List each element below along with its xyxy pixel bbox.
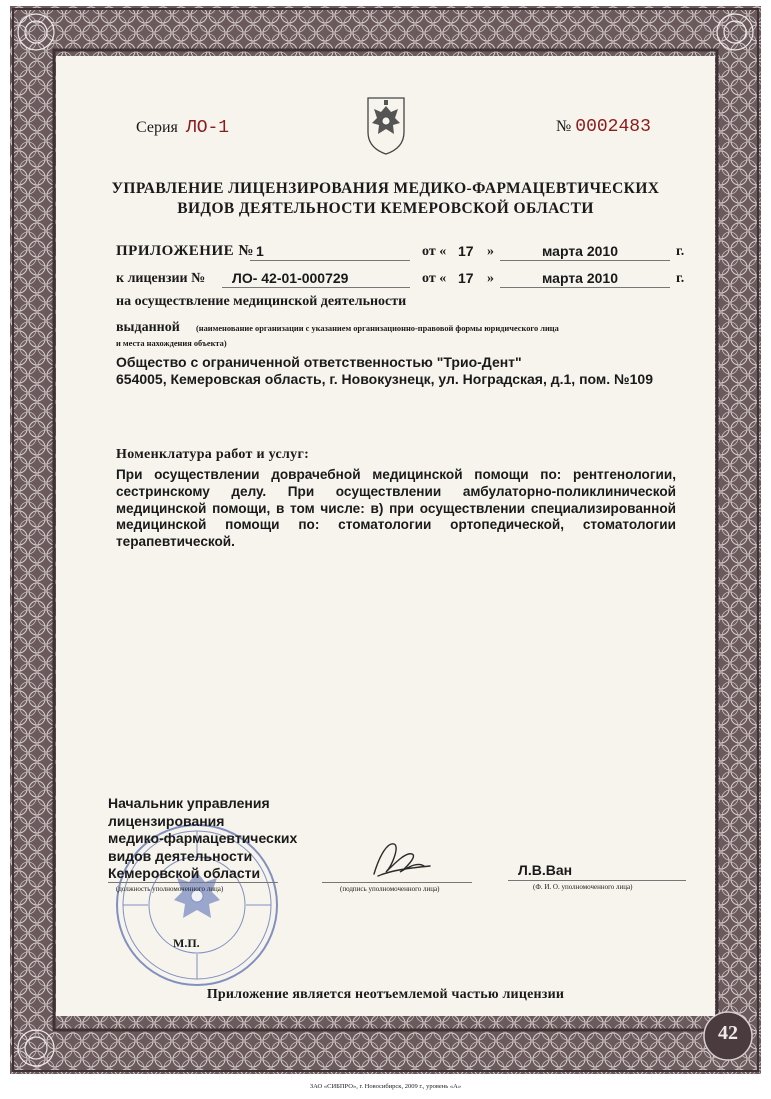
number-field bbox=[556, 117, 651, 137]
number-label: № bbox=[556, 118, 572, 135]
signatory-title-line-1: Начальник управления bbox=[108, 795, 270, 811]
appendix-day: 17 bbox=[458, 243, 474, 259]
appendix-quote-close: » bbox=[487, 244, 494, 259]
footer-note: Приложение является неотъемлемой частью лицензии bbox=[206, 987, 565, 1002]
appendix-month-year: марта 2010 bbox=[542, 243, 619, 259]
signatory-title-line-2: лицензирования bbox=[108, 812, 225, 829]
license-day: 17 bbox=[458, 270, 474, 286]
name-underline bbox=[508, 880, 686, 881]
license-number-underline bbox=[222, 287, 410, 288]
appendix-year-suffix: г. bbox=[676, 244, 685, 259]
signatory-title-line-5: Кемеровской области bbox=[108, 865, 261, 882]
seal-label: М.П. bbox=[173, 936, 200, 950]
position-underline bbox=[108, 882, 278, 883]
organization-name: Общество с ограниченной ответственностью "Трио-Дент" bbox=[116, 354, 522, 370]
signature-underline bbox=[322, 882, 472, 883]
signatory-title-line-4: видов деятельности bbox=[108, 847, 253, 864]
page-number: 42 bbox=[718, 1022, 738, 1044]
license-number: ЛО- 42-01-000729 bbox=[232, 270, 349, 286]
series-label: Серия bbox=[136, 119, 178, 136]
series-field bbox=[136, 118, 229, 138]
authority-line-1: УПРАВЛЕНИЕ ЛИЦЕНЗИРОВАНИЯ МЕДИКО-ФАРМАЦЕВТИЧЕСКИХ bbox=[111, 180, 660, 197]
license-purpose: на осуществление медицинской деятельности bbox=[116, 294, 407, 309]
license-date-underline bbox=[500, 287, 670, 288]
position-caption: (должность уполномоченного лица) bbox=[116, 885, 224, 893]
appendix-date-prefix: от « bbox=[422, 244, 447, 259]
issued-note-line-1: (наименование организации с указанием организационно-правовой формы юридического лица bbox=[196, 324, 559, 333]
issued-label: выданной bbox=[116, 320, 180, 335]
services-heading: Номенклатура работ и услуг: bbox=[116, 447, 310, 462]
license-date-prefix: от « bbox=[422, 271, 447, 286]
organization-address: 654005, Кемеровская область, г. Новокузнецк, ул. Ноградская, д.1, пом. №109 bbox=[116, 371, 653, 387]
appendix-number: 1 bbox=[256, 243, 264, 259]
signatory-title bbox=[108, 795, 297, 883]
number-value: 0002483 bbox=[575, 117, 651, 137]
issued-note-line-2: и места нахождения объекта) bbox=[116, 339, 227, 348]
license-month-year: марта 2010 bbox=[542, 270, 619, 286]
license-label: к лицензии № bbox=[116, 271, 206, 286]
appendix-label: ПРИЛОЖЕНИЕ № bbox=[116, 243, 254, 259]
license-quote-close: » bbox=[487, 271, 494, 286]
appendix-number-underline bbox=[250, 260, 410, 261]
handwritten-signature bbox=[366, 836, 436, 882]
signatory-name: Л.В.Ван bbox=[518, 862, 573, 878]
appendix-date-underline bbox=[500, 260, 670, 261]
name-caption: (Ф. И. О. уполномоченного лица) bbox=[533, 883, 633, 891]
signatory-title-line-3: медико-фармацевтических bbox=[108, 830, 298, 847]
license-year-suffix: г. bbox=[676, 271, 685, 286]
printer-line: ЗАО «СИБПРО», г. Новосибирск, 2009 г., уровень «А» bbox=[309, 1083, 462, 1090]
series-value: ЛО-1 bbox=[185, 118, 230, 138]
signature-caption: (подпись уполномоченного лица) bbox=[340, 885, 440, 893]
russian-coat-of-arms-icon bbox=[364, 92, 408, 156]
authority-line-2: ВИДОВ ДЕЯТЕЛЬНОСТИ КЕМЕРОВСКОЙ ОБЛАСТИ bbox=[177, 200, 594, 217]
services-text: При осуществлении доврачебной медицинской помощи по: рентгенологии, сестринскому делу. При осуществлении амбулаторно-поликлинической медицинской помощи, в том числе: в) при осуществлении специализированной медицинской помощи по: стоматологии ортопедической, стоматологии терапевтической. bbox=[116, 467, 676, 550]
